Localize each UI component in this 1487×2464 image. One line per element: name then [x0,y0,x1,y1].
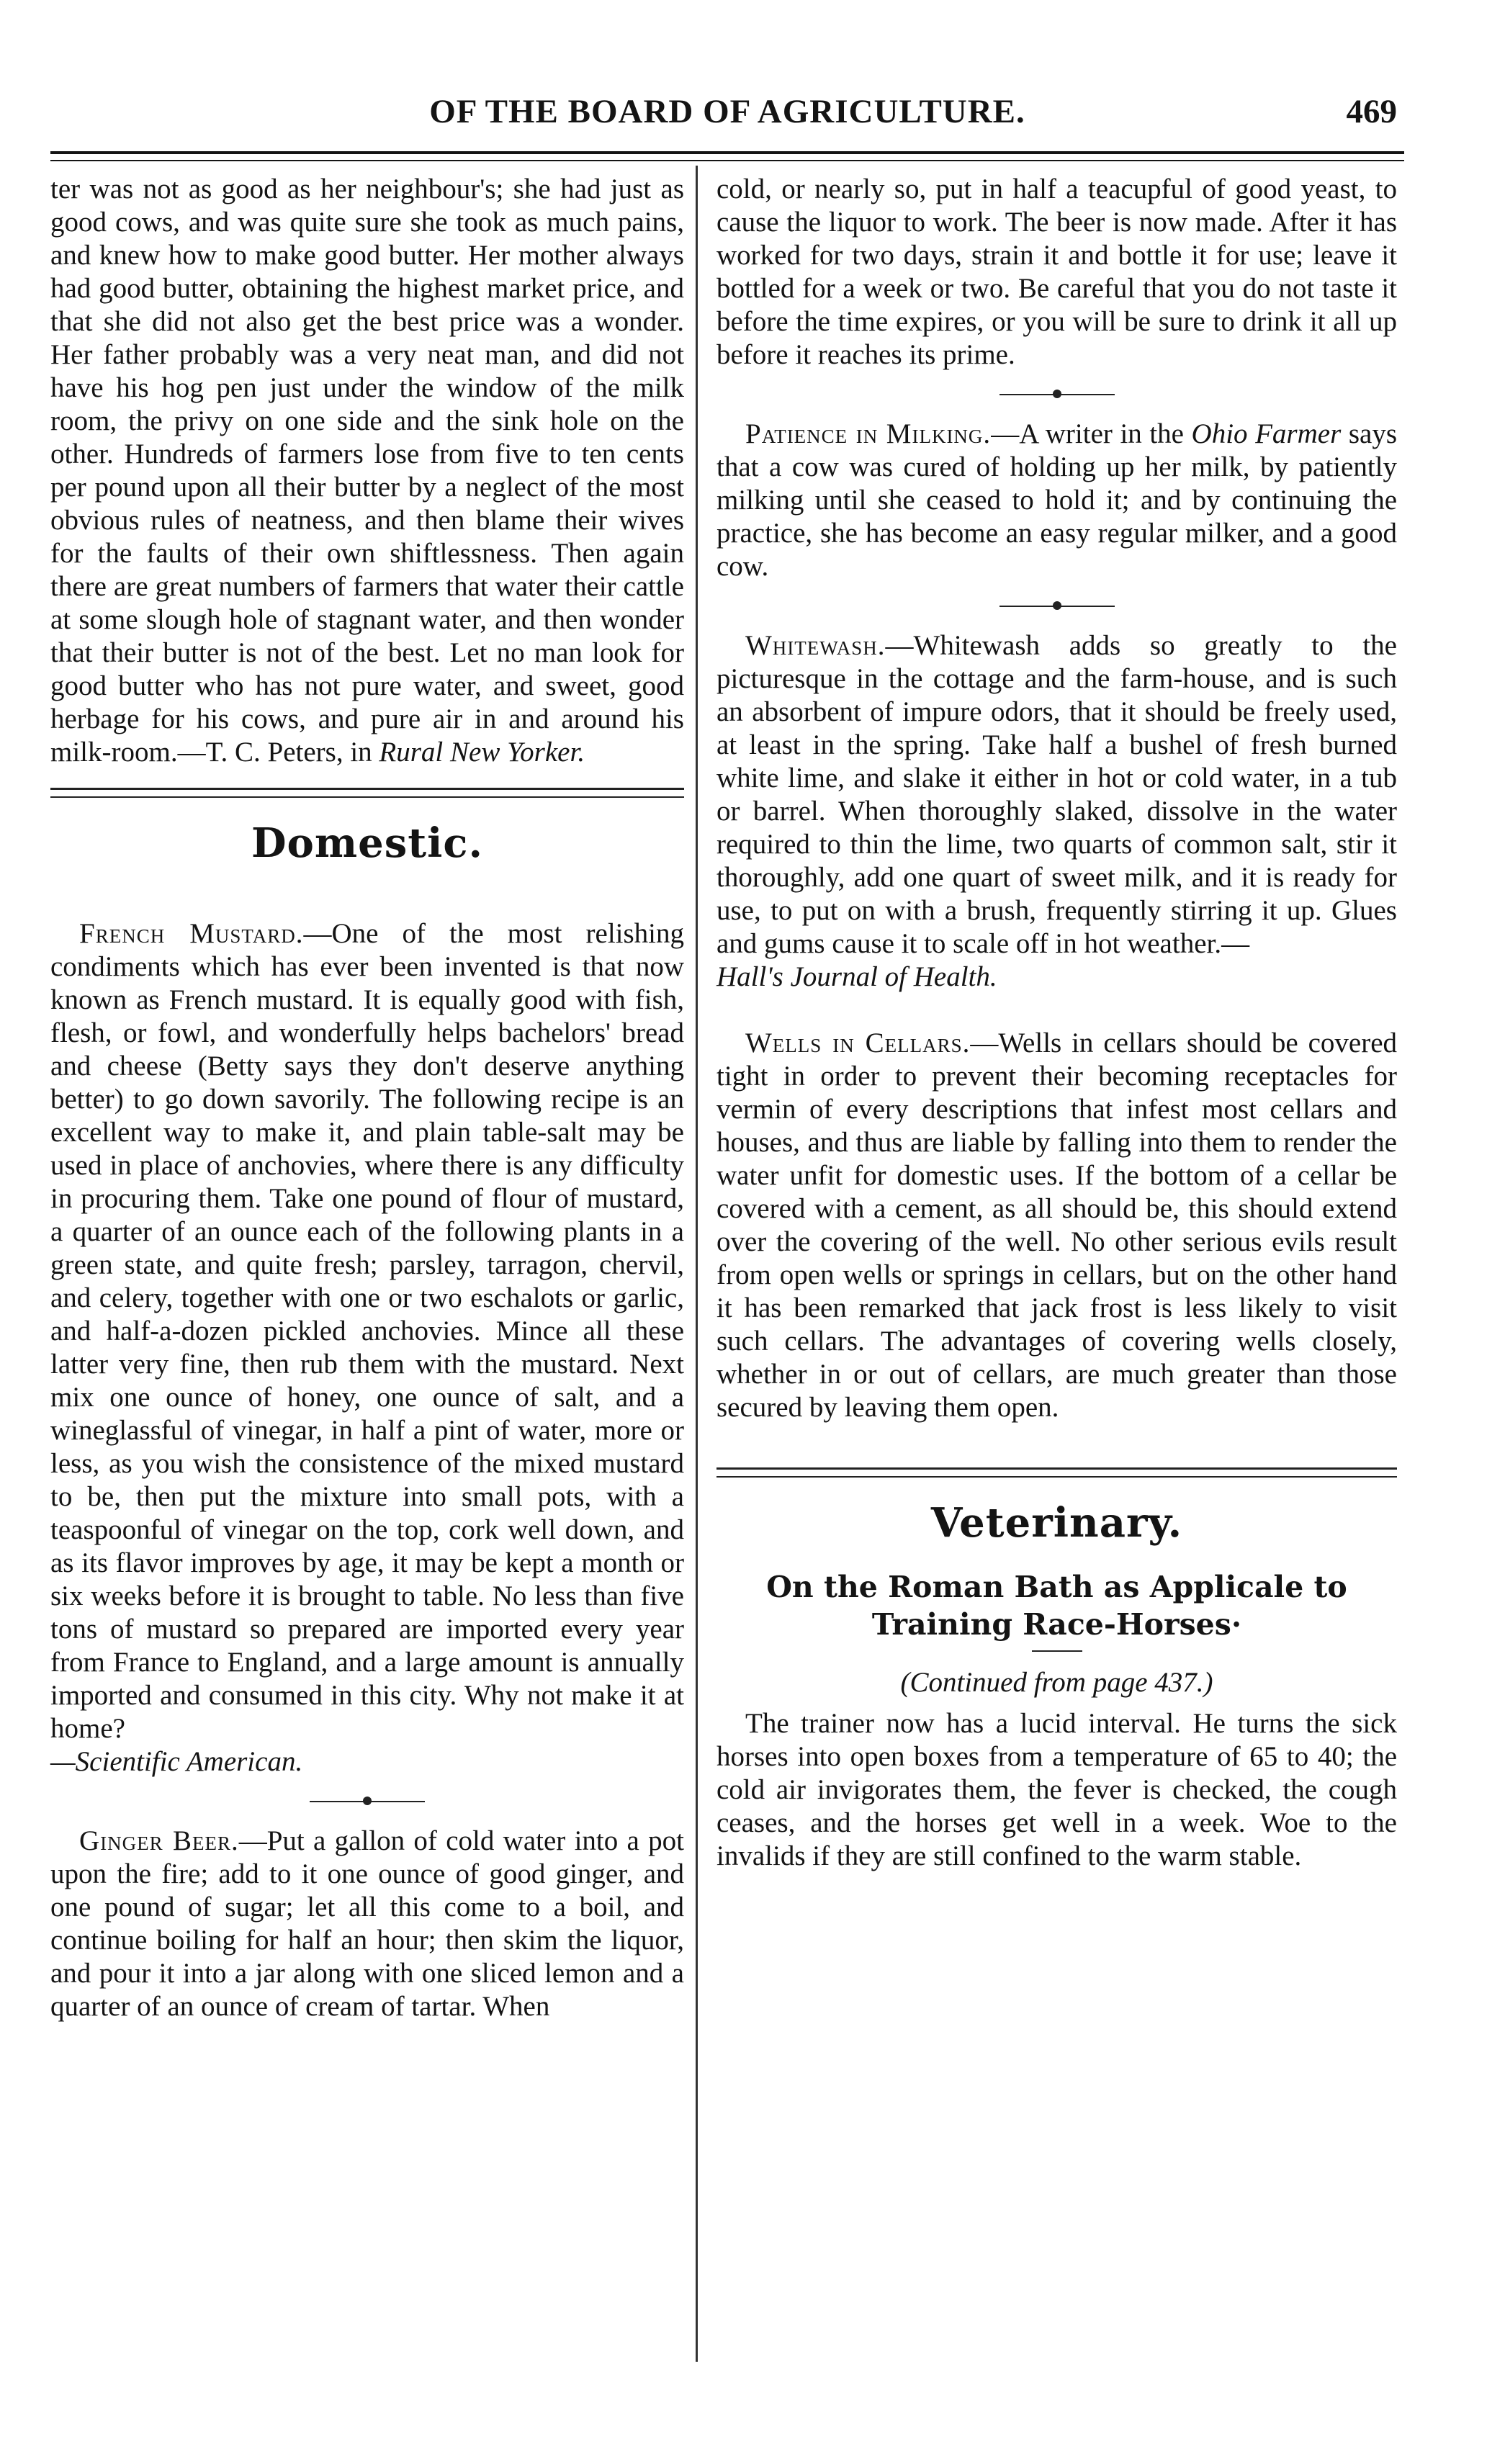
ginger-continuation: cold, or nearly so, put in half a teacupful of good yeast, to cause the liquor to work. The beer is now made. After it has worked for two days, strain it and bottle it for use; leave it bottled for a week or two. Be careful that you do not taste it before the time expires, or you will be sure to drink it all up before it reaches its prime. [716,174,1397,370]
section-rule [716,1467,1397,1478]
continued-note: (Continued from page 437.) [900,1667,1213,1698]
title-rule [1032,1650,1082,1652]
wells-lead: Wells in Cellars. [745,1028,971,1058]
section-title-veterinary: Veterinary. [930,1499,1183,1547]
ginger-text: —Put a gallon of cold water into a pot upon the fire; add to it one ounce of good ginger, and one pound of sugar; let all this come to a boil, and continue boiling for half an hour; then skim the liquor, and pour it into a jar along with one sliced lemon and a quarter of an ounce of cream of tartar. When [50,1825,684,2022]
mustard-text: —One of the most relishing condiments which has ever been invented is that now known as French mustard. It is equally good with fish, flesh, or fowl, and wonderfully helps bachelors' bread and cheese (Betty says they don't deserve anything better) to go down savorily. The following recipe is an excellent way to make it, and plain table-salt may be used in place of anchovies, where there is any difficulty in procuring them. Take one pound of flour of mustard, a quarter of an ounce each of the following plants in a green state, and quite fresh; parsley, tarragon, chervil, and celery, together with one or two eschalots or garlic, and half-a-dozen pickled anchovies. Mince all these latter very fine, then rub them with the mustard. Next mix one ounce of honey, one ounce of salt, and a wineglassful of vinegar, in half a pint of water, more or less, as you wish the consistence of the mixed mustard to be, then put the mixture into small pots, with a teaspoonful of vinegar on the top, cork well down, and as its flavor improves by age, it may be kept a month or six weeks before it is brought to table. No less than five tons of mustard so prepared are imported every year from France to England, and a large amount is annually imported and consumed in this city. Why not make it at home? [50,918,684,1744]
patience-paragraph [716,418,1397,583]
butter-text: ter was not as good as her neighbour's; she had just as good cows, and was quite sure she took as much pains, and knew how to make good butter. Her mother always had good butter, obtaining the highest market price, and that she did not also get the best price was a wonder. Her father probably was a very neat man, and did not have his hog pen just under the window of the milk room, the privy on one side and the sink hole on the other. Hundreds of farmers lose from five to ten cents per pound upon all their butter by a neglect of the most obvious rules of neatness, and then blame their wives for the faults of their own shiftlessness. Then again there are great numbers of farmers that water their cattle at some slough hole of stagnant water, and then wonder that their butter is not of the best. Let no man look for good butter who has not pure water, and sweet, good herbage for his cows, and pure air in and around his milk-room.—T. C. Peters, in [50,174,684,768]
divider [999,380,1115,409]
ginger-lead: Ginger Beer. [79,1825,239,1856]
divider [999,592,1115,621]
mustard-paragraph [50,917,684,1779]
right-column [716,173,1397,1873]
column-separator [696,166,698,2362]
whitewash-lead: Whitewash. [745,630,886,661]
section-title-domestic: Domestic. [251,819,484,867]
page-number: 469 [1346,93,1397,130]
butter-paragraph [50,173,684,769]
article-title: On the Roman Bath as Applicale to Training Race-Horses· [766,1570,1347,1642]
divider [310,1787,425,1816]
whitewash-source: Hall's Journal of Health. [716,961,997,992]
spacer [716,994,1397,1027]
wells-text: —Wells in cellars should be covered tight in order to prevent their becoming receptacles for vermin of every descriptions that infest most cellars and houses, and thus are liable by falling into them to render the water unfit for domestic uses. If the bottom of a cellar be covered with a cement, as all should be, this should extend over the covering of the well. No other serious evils result from open wells or springs in cellars, but on the other hand it has been remarked that jack frost is less likely to visit such cellars. The advantages of covering wells closely, whether in or out of cellars, are much greater than those secured by leaving them open. [716,1028,1398,1423]
patience-text-1: —A writer in the [991,418,1184,449]
patience-text-2: says that a cow was cured of holding up her milk, by patiently milking until she ceased to hold it; and by continuing the practice, she has become an easy regular milker, and a good cow. [716,418,1397,582]
patience-source: Ohio Farmer [1191,418,1342,449]
patience-lead: Patience in Milking. [745,418,992,449]
butter-source: Rural New Yorker. [379,737,585,768]
ginger-paragraph [50,1825,684,2023]
page-header [50,92,1404,150]
whitewash-paragraph [716,629,1397,994]
header-rule [50,151,1404,161]
bath-paragraph: The trainer now has a lucid interval. He turns the sick horses into open boxes from a temperature of 65 to 40; the cold air invigorates them, the fever is checked, the cough ceases, and the horses get well in a week. Woe to the invalids if they are still confined to the warm stable. [716,1708,1397,1871]
mustard-source: —Scientific American. [50,1746,303,1777]
running-title: OF THE BOARD OF AGRICULTURE. [429,93,1025,130]
wells-paragraph [716,1027,1397,1424]
left-column [50,173,684,2023]
whitewash-text: —Whitewash adds so greatly to the picturesque in the cottage and the farm-house, and is such an absorbent of impure odors, that it should be freely used, at least in the spring. Take half a bushel of fresh burned white lime, and slake it either in hot or cold water, in a tub or barrel. When thoroughly slaked, dissolve in the water required to thin the lime, two quarts of common salt, stir it thoroughly, add one quart of sweet milk, and it is ready for use, to put on with a brush, frequently stirring it up. Glues and gums cause it to scale off in hot weather.— [716,630,1397,959]
section-rule [50,788,684,798]
mustard-lead: French Mustard. [79,918,304,949]
